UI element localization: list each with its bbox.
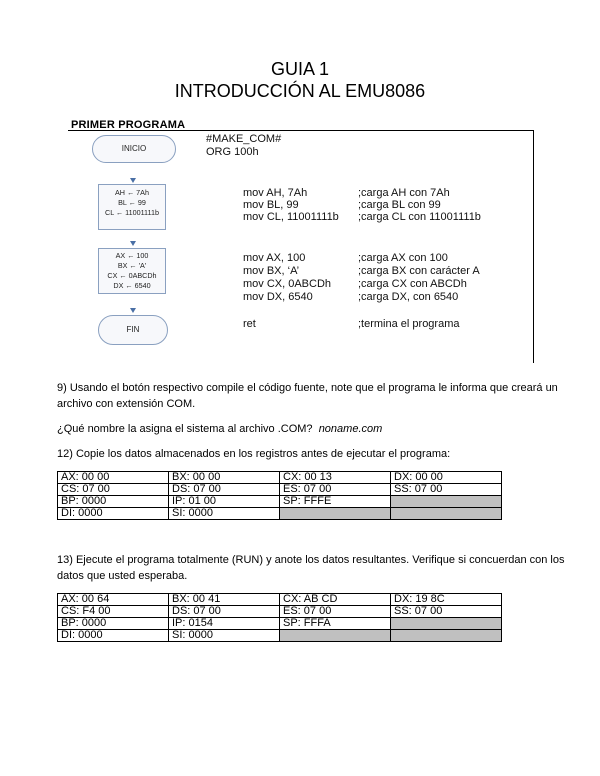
table-row	[58, 472, 502, 484]
flow-process-1-line: BL ← 99	[118, 198, 146, 207]
table-cell: AX: 00 64	[58, 594, 169, 606]
code-comment: ;carga BL con 99	[358, 199, 441, 211]
table-cell: DX: 19 8C	[391, 594, 502, 606]
flow-arrow-down-icon	[130, 308, 136, 313]
code-instruction: mov CL, 11001111b	[243, 211, 339, 223]
flow-arrow-down-icon	[130, 241, 136, 246]
code-comment: ;carga AH con 7Ah	[358, 187, 450, 199]
table-cell: SI: 0000	[169, 508, 280, 520]
flow-process-1-line: CL ← 11001111b	[105, 208, 159, 217]
code-instruction: mov AX, 100	[243, 252, 306, 264]
question-9: 9) Usando el botón respectivo compile el código fuente, note que el programa le informa que creará un archivo con extensión COM.	[57, 382, 558, 410]
table-cell: CS: 07 00	[58, 484, 169, 496]
table-cell-empty	[391, 496, 502, 508]
table-row	[58, 618, 502, 630]
table-cell-empty	[391, 630, 502, 642]
table-cell: CX: AB CD	[280, 594, 391, 606]
table-cell: DX: 00 00	[391, 472, 502, 484]
code-comment: ;carga CX con ABCDh	[358, 278, 467, 290]
table-cell: IP: 01 00	[169, 496, 280, 508]
flow-process-2-line: DX ← 6540	[113, 281, 151, 290]
flow-end: FIN	[98, 315, 168, 345]
registers-before-table	[57, 471, 502, 520]
table-cell: SP: FFFA	[280, 618, 391, 630]
table-cell: BX: 00 41	[169, 594, 280, 606]
table-cell-empty	[280, 508, 391, 520]
flow-arrow-down-icon	[130, 178, 136, 183]
code-directive: ORG 100h	[206, 146, 259, 158]
table-cell: DI: 0000	[58, 508, 169, 520]
table-row	[58, 630, 502, 642]
table-row	[58, 606, 502, 618]
code-instruction: mov CX, 0ABCDh	[243, 278, 332, 290]
table-cell-empty	[391, 508, 502, 520]
flow-start: INICIO	[92, 135, 176, 163]
question-filename	[57, 421, 577, 437]
table-cell-empty	[280, 630, 391, 642]
table-row	[58, 594, 502, 606]
table-row	[58, 496, 502, 508]
table-cell: DS: 07 00	[169, 484, 280, 496]
flow-process-2-line: CX ← 0ABCDh	[107, 271, 157, 280]
page-title: GUIA 1	[270, 59, 330, 79]
code-instruction: mov BX, ‘A’	[243, 265, 300, 277]
table-cell: SS: 07 00	[391, 484, 502, 496]
table-row	[58, 484, 502, 496]
table-cell: BX: 00 00	[169, 472, 280, 484]
table-row	[58, 508, 502, 520]
table-cell-empty	[391, 618, 502, 630]
flow-process-1-line: AH ← 7Ah	[115, 188, 149, 197]
table-cell: SI: 0000	[169, 630, 280, 642]
table-cell: SP: FFFE	[280, 496, 391, 508]
question-filename-answer: noname.com	[318, 423, 383, 435]
code-comment: ;carga AX con 100	[358, 252, 448, 264]
code-instruction: mov BL, 99	[243, 199, 299, 211]
table-cell: BP: 0000	[58, 618, 169, 630]
code-instruction: mov DX, 6540	[243, 291, 313, 303]
question-13: 13) Ejecute el programa totalmente (RUN) y anote los datos resultantes. Verifique si concuerdan con los datos que usted esperaba.	[57, 554, 565, 582]
question-12: 12) Copie los datos almacenados en los registros antes de ejecutar el programa:	[57, 448, 451, 460]
section-title: PRIMER PROGRAMA	[71, 119, 186, 131]
question-filename-text: ¿Qué nombre la asigna el sistema al archivo .COM?	[57, 423, 313, 435]
table-cell: BP: 0000	[58, 496, 169, 508]
page-subtitle: INTRODUCCIÓN AL EMU8086	[174, 81, 426, 101]
code-comment: ;carga CL con 11001111b	[358, 211, 481, 223]
code-comment: ;carga BX con carácter A	[358, 265, 480, 277]
code-instruction: ret	[243, 318, 256, 330]
code-instruction: mov AH, 7Ah	[243, 187, 308, 199]
flow-process-2-line: BX ← 'A'	[117, 261, 147, 270]
table-cell: SS: 07 00	[391, 606, 502, 618]
table-cell: DI: 0000	[58, 630, 169, 642]
table-cell: CS: F4 00	[58, 606, 169, 618]
code-directive: #MAKE_COM#	[206, 133, 282, 145]
table-cell: DS: 07 00	[169, 606, 280, 618]
code-comment: ;termina el programa	[358, 318, 460, 330]
table-cell: ES: 07 00	[280, 484, 391, 496]
flow-process-2	[98, 248, 166, 294]
table-cell: IP: 0154	[169, 618, 280, 630]
registers-after-table	[57, 593, 502, 642]
table-cell: CX: 00 13	[280, 472, 391, 484]
table-cell: AX: 00 00	[58, 472, 169, 484]
flow-process-1	[98, 184, 166, 230]
flow-process-2-line: AX ← 100	[115, 251, 149, 260]
table-cell: ES: 07 00	[280, 606, 391, 618]
code-comment: ;carga DX, con 6540	[358, 291, 459, 303]
